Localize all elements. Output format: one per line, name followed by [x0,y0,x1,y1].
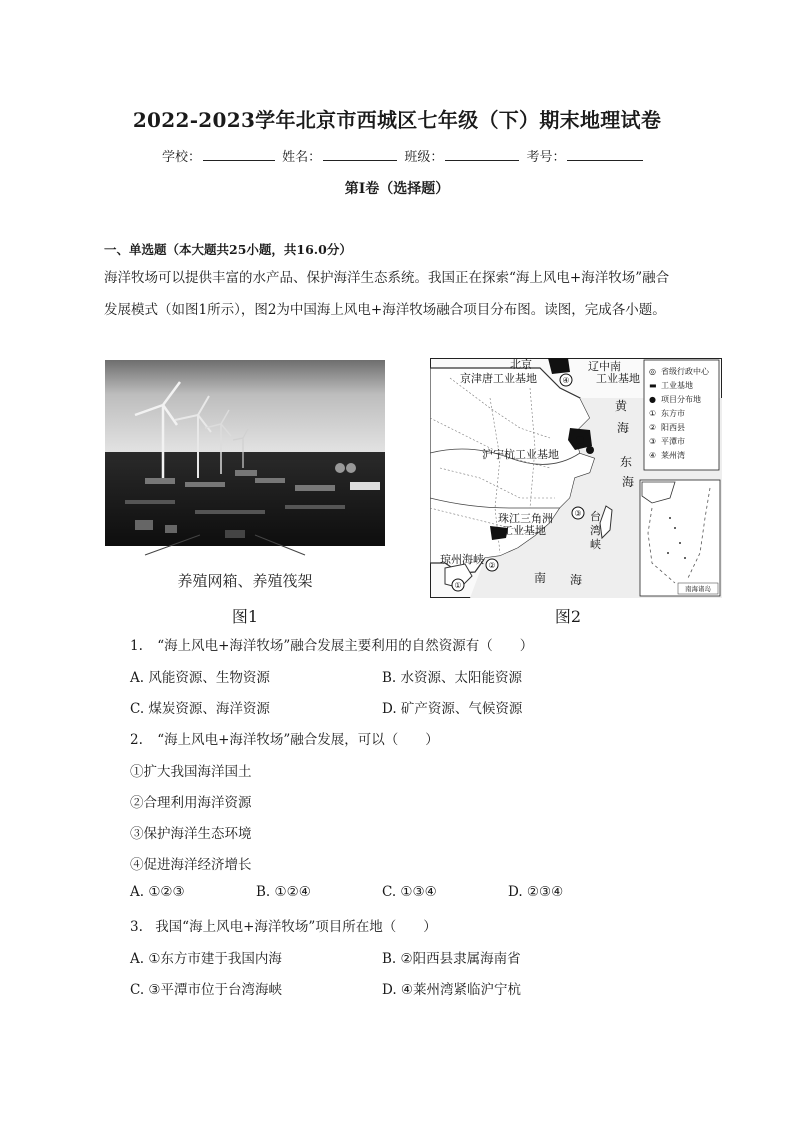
q3-option-c[interactable]: C. ③平潭市位于台湾海峡 [130,982,283,998]
label-jingjintang: 京津唐工业基地 [460,372,537,385]
marker-4: ④ [562,376,570,385]
class-blank[interactable] [445,149,519,161]
label-zhujiang: 珠江三角洲 [498,512,553,525]
q2-option-b[interactable]: B. ①②④ [256,884,311,900]
question-text: “海上风电+海洋牧场”融合发展主要利用的自然资源有（ ） [157,638,534,654]
label-beijing: 北京 [510,358,532,371]
school-blank[interactable] [203,149,275,161]
label-tai: 台 [590,510,601,523]
exam-no-label: 考号： [526,150,566,165]
label-huzhanghang: 沪宁杭工业基地 [482,448,559,461]
q1-option-b[interactable]: B. 水资源、太阳能资源 [382,670,523,686]
label-liaozhongnan: 辽中南 [588,360,621,373]
q1-option-d[interactable]: D. 矿产资源、气候资源 [382,701,523,717]
question-text: 我国“海上风电+海洋牧场”项目所在地（ ） [155,919,437,935]
intro-line-1: 海洋牧场可以提供丰富的水产品、保护海洋生态系统。我国正在探索“海上风电+海洋牧场”融合 [104,270,670,286]
marker-1: ① [454,581,462,590]
section-heading: 一、单选题（本大题共25小题，共16.0分） [104,242,352,257]
figure-2 [430,358,722,626]
marker-3: ③ [574,509,582,518]
inset-label: 南海诸岛 [685,585,711,593]
question-3 [130,915,437,935]
figure-1-label: 养殖网箱、养殖筏架 [177,572,313,590]
q2-option-d[interactable]: D. ②③④ [508,884,564,900]
volume-subtitle: 第I卷（选择题） [344,181,450,197]
class-label: 班级： [404,150,444,165]
q2-option-c[interactable]: C. ①③④ [382,884,437,900]
label-qiongzhou: 琼州海峡 [440,553,484,566]
legend-text: 东方市 [661,409,685,418]
label-xia: 峡 [590,538,601,551]
figure-1-caption: 图1 [231,607,259,626]
name-blank[interactable] [323,149,397,161]
label-wan: 湾 [590,524,601,537]
q2-statement-3: ③保护海洋生态环境 [130,826,252,842]
legend-symbol: ① [649,409,657,418]
legend-text: 阳西县 [661,423,685,432]
legend-symbol: ② [649,423,657,432]
legend-symbol: ● [649,395,656,404]
question-number: 3. [130,919,143,935]
figure-2-caption: 图2 [554,607,582,626]
question-1 [130,634,533,654]
wind-farm-photo [105,360,385,622]
question-2 [130,728,439,748]
student-info-line [162,146,646,165]
name-label: 姓名： [282,150,322,165]
label-liaozhongnan-base: 工业基地 [596,372,640,385]
school-label: 学校： [162,150,202,165]
q3-option-b[interactable]: B. ②阳西县隶属海南省 [382,951,521,967]
legend-text: 莱州湾 [661,451,685,460]
label-donghai-hai: 海 [622,475,635,489]
label-huanghai-hai: 海 [617,421,630,435]
legend-text: 平潭市 [661,437,685,446]
question-number: 2. [130,732,143,748]
question-text: “海上风电+海洋牧场”融合发展，可以（ ） [157,732,439,748]
label-zhujiang-base: 工业基地 [502,524,546,537]
legend-symbol: ④ [649,451,657,460]
intro-line-2: 发展模式（如图1所示），图2为中国海上风电+海洋牧场融合项目分布图。读图，完成各小题。 [104,302,666,318]
label-dong: 东 [620,455,633,469]
q2-statement-2: ②合理利用海洋资源 [130,795,252,811]
label-huang: 黄 [615,399,628,413]
page-title: 2022-2023学年北京市西城区七年级（下）期末地理试卷 [132,108,662,132]
china-coast-map [430,358,722,598]
q2-statement-1: ①扩大我国海洋国土 [130,764,252,780]
question-number: 1. [130,638,143,654]
exam-no-blank[interactable] [567,149,643,161]
q2-statement-4: ④促进海洋经济增长 [130,857,252,873]
legend-text: 省级行政中心 [661,367,709,376]
legend-symbol: ▬ [649,381,657,390]
south-china-sea-inset [640,480,720,596]
label-nan: 南 [534,571,547,585]
legend-symbol: ◎ [649,367,656,376]
q3-option-a[interactable]: A. ①东方市建于我国内海 [130,951,282,967]
map-legend [644,360,719,470]
q2-option-a[interactable]: A. ①②③ [130,884,185,900]
legend-text: 项目分布地 [661,395,701,404]
label-nanhai-hai: 海 [570,573,583,587]
legend-text: 工业基地 [661,381,693,390]
marker-2: ② [488,561,496,570]
q1-option-c[interactable]: C. 煤炭资源、海洋资源 [130,701,270,717]
legend-symbol: ③ [649,437,657,446]
q1-option-a[interactable]: A. 风能资源、生物资源 [130,670,270,686]
figure-1 [105,360,385,626]
q3-option-d[interactable]: D. ④莱州湾紧临沪宁杭 [382,982,522,998]
